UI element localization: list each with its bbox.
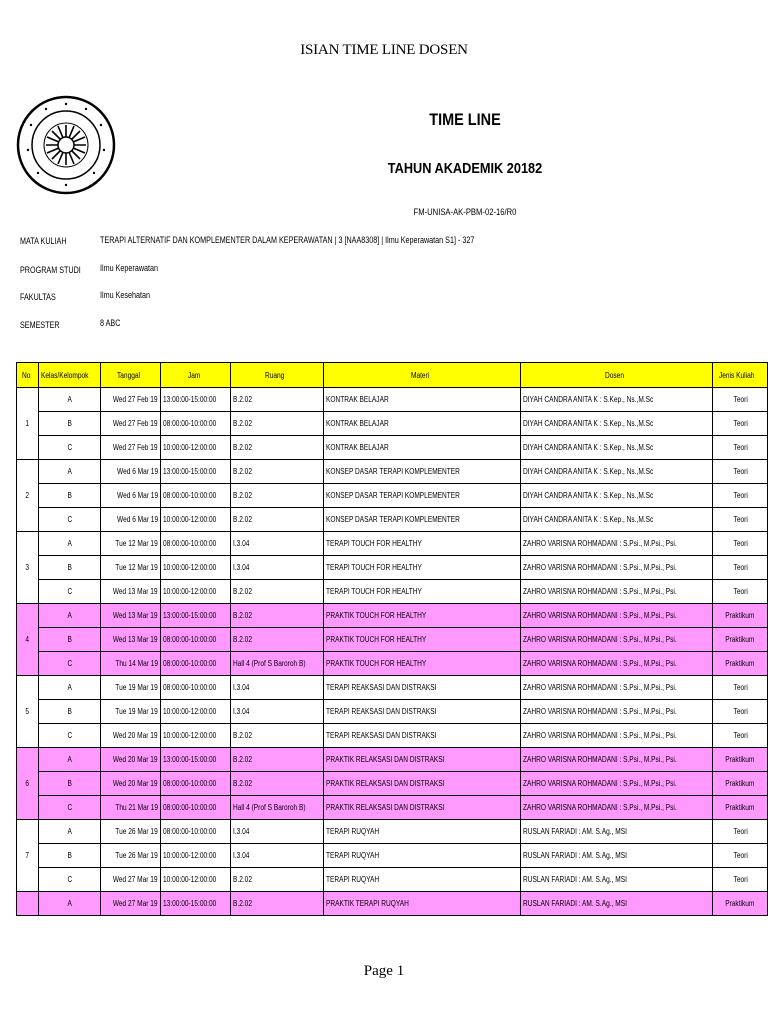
kelas-cell: B [38,628,101,652]
kelas-cell: A [38,388,101,412]
dosen-cell: ZAHRO VARISNA ROHMADANI : S.Psi., M.Psi., Psi. [520,724,712,748]
dosen-cell: RUSLAN FARIADI : AM. S.Ag., MSI [520,868,712,892]
table-row [17,460,768,484]
jenis-cell: Teori [713,436,768,460]
dosen-cell: ZAHRO VARISNA ROHMADANI : S.Psi., M.Psi., Psi. [520,532,712,556]
table-row [17,556,768,580]
ruang-cell: Hall 4 (Prof S Baroroh B) [230,652,323,676]
timeline-title: TIME LINE [429,110,501,129]
table-row [17,796,768,820]
column-header-dosen: Dosen [520,363,712,388]
jam-cell: 08:00:00-10:00:00 [161,796,231,820]
table-row [17,604,768,628]
dosen-cell: ZAHRO VARISNA ROHMADANI : S.Psi., M.Psi., Psi. [520,700,712,724]
meta-value-mata-kuliah: TERAPI ALTERNATIF DAN KOMPLEMENTER DALAM KEPERAWATAN | 3 [NAA8308] | Ilmu Keperawatan S1] - 327 [100,235,475,245]
kelas-cell: B [38,412,101,436]
ruang-cell: B.2.02 [230,892,323,916]
jam-cell: 10:00:00-12:00:00 [161,868,231,892]
dosen-cell: RUSLAN FARIADI : AM. S.Ag., MSI [520,844,712,868]
table-row [17,700,768,724]
jam-cell: 08:00:00-10:00:00 [161,652,231,676]
ruang-cell: B.2.02 [230,604,323,628]
tanggal-cell: Wed 13 Mar 19 [101,628,161,652]
materi-cell: TERAPI REAKSASI DAN DISTRAKSI [324,676,520,700]
materi-cell: KONTRAK BELAJAR [324,412,520,436]
materi-cell: KONTRAK BELAJAR [324,388,520,412]
ruang-cell: B.2.02 [230,412,323,436]
column-header-ruang: Ruang [230,363,323,388]
jam-cell: 10:00:00-12:00:00 [161,556,231,580]
materi-cell: TERAPI TOUCH FOR HEALTHY [324,532,520,556]
dosen-cell: ZAHRO VARISNA ROHMADANI : S.Psi., M.Psi., Psi. [520,556,712,580]
table-row [17,628,768,652]
jenis-cell: Praktikum [713,652,768,676]
table-row [17,892,768,916]
tanggal-cell: Tue 26 Mar 19 [101,820,161,844]
tanggal-cell: Wed 20 Mar 19 [101,724,161,748]
materi-cell: PRAKTIK TOUCH FOR HEALTHY [324,604,520,628]
table-row [17,532,768,556]
tanggal-cell: Wed 27 Mar 19 [101,868,161,892]
group-number-cell: 4 [17,604,39,676]
ruang-cell: I.3.04 [230,676,323,700]
meta-label-semester: SEMESTER [20,320,60,330]
meta-label-mata-kuliah: MATA KULIAH [20,236,67,246]
materi-cell: TERAPI RUQYAH [324,868,520,892]
group-number-cell: 7 [17,820,39,892]
materi-cell: PRAKTIK TOUCH FOR HEALTHY [324,628,520,652]
jenis-cell: Teori [713,580,768,604]
table-row [17,748,768,772]
jam-cell: 10:00:00-12:00:00 [161,436,231,460]
jam-cell: 10:00:00-12:00:00 [161,580,231,604]
kelas-cell: C [38,796,101,820]
dosen-cell: ZAHRO VARISNA ROHMADANI : S.Psi., M.Psi., Psi. [520,748,712,772]
table-row [17,844,768,868]
dosen-cell: RUSLAN FARIADI : AM. S.Ag., MSI [520,820,712,844]
kelas-cell: A [38,748,101,772]
column-header-kelas: Kelas/Kelompok [38,363,101,388]
kelas-cell: B [38,772,101,796]
tanggal-cell: Wed 20 Mar 19 [101,772,161,796]
dosen-cell: ZAHRO VARISNA ROHMADANI : S.Psi., M.Psi., Psi. [520,580,712,604]
kelas-cell: C [38,508,101,532]
table-row [17,868,768,892]
group-number-cell: 2 [17,460,39,532]
jam-cell: 08:00:00-10:00:00 [161,532,231,556]
document-title: ISIAN TIME LINE DOSEN [300,42,468,58]
tanggal-cell: Wed 6 Mar 19 [101,484,161,508]
dosen-cell: ZAHRO VARISNA ROHMADANI : S.Psi., M.Psi., Psi. [520,796,712,820]
dosen-cell: DIYAH CANDRA ANITA K : S.Kep., Ns.,M.Sc [520,436,712,460]
university-seal-logo [16,95,116,195]
jam-cell: 13:00:00-15:00:00 [161,460,231,484]
table-row [17,652,768,676]
group-number-cell: 5 [17,676,39,748]
materi-cell: TERAPI RUQYAH [324,844,520,868]
column-header-materi: Materi [324,363,520,388]
tanggal-cell: Wed 20 Mar 19 [101,748,161,772]
ruang-cell: I.3.04 [230,532,323,556]
kelas-cell: A [38,892,101,916]
group-number-cell: 6 [17,748,39,820]
ruang-cell: B.2.02 [230,580,323,604]
jam-cell: 13:00:00-15:00:00 [161,604,231,628]
tanggal-cell: Wed 27 Feb 19 [101,388,161,412]
kelas-cell: A [38,460,101,484]
tanggal-cell: Tue 26 Mar 19 [101,844,161,868]
group-number-cell: 3 [17,532,39,604]
group-number-cell [17,892,39,916]
tanggal-cell: Thu 14 Mar 19 [101,652,161,676]
kelas-cell: B [38,844,101,868]
kelas-cell: B [38,700,101,724]
jenis-cell: Teori [713,724,768,748]
materi-cell: TERAPI RUQYAH [324,820,520,844]
kelas-cell: A [38,820,101,844]
kelas-cell: B [38,484,101,508]
dosen-cell: ZAHRO VARISNA ROHMADANI : S.Psi., M.Psi., Psi. [520,772,712,796]
ruang-cell: B.2.02 [230,724,323,748]
materi-cell: TERAPI REAKSASI DAN DISTRAKSI [324,700,520,724]
column-header-jenis: Jenis Kuliah [713,363,768,388]
jam-cell: 08:00:00-10:00:00 [161,412,231,436]
dosen-cell: DIYAH CANDRA ANITA K : S.Kep., Ns.,M.Sc [520,508,712,532]
schedule-body [17,388,768,916]
jam-cell: 13:00:00-15:00:00 [161,892,231,916]
jenis-cell: Teori [713,532,768,556]
jam-cell: 10:00:00-12:00:00 [161,844,231,868]
tanggal-cell: Tue 19 Mar 19 [101,676,161,700]
jenis-cell: Praktikum [713,628,768,652]
materi-cell: PRAKTIK TOUCH FOR HEALTHY [324,652,520,676]
materi-cell: PRAKTIK TERAPI RUQYAH [324,892,520,916]
ruang-cell: B.2.02 [230,484,323,508]
table-header-row [17,363,768,388]
dosen-cell: DIYAH CANDRA ANITA K : S.Kep., Ns.,M.Sc [520,412,712,436]
dosen-cell: ZAHRO VARISNA ROHMADANI : S.Psi., M.Psi., Psi. [520,676,712,700]
ruang-cell: B.2.02 [230,772,323,796]
jenis-cell: Teori [713,676,768,700]
jenis-cell: Praktikum [713,772,768,796]
dosen-cell: ZAHRO VARISNA ROHMADANI : S.Psi., M.Psi., Psi. [520,604,712,628]
table-row [17,484,768,508]
column-header-tanggal: Tanggal [101,363,161,388]
materi-cell: TERAPI REAKSASI DAN DISTRAKSI [324,724,520,748]
tanggal-cell: Tue 12 Mar 19 [101,532,161,556]
form-code: FM-UNISA-AK-PBM-02-16/R0 [413,207,517,217]
tanggal-cell: Wed 13 Mar 19 [101,580,161,604]
dosen-cell: ZAHRO VARISNA ROHMADANI : S.Psi., M.Psi., Psi. [520,628,712,652]
table-row [17,676,768,700]
ruang-cell: B.2.02 [230,436,323,460]
jenis-cell: Teori [713,460,768,484]
ruang-cell: B.2.02 [230,388,323,412]
kelas-cell: A [38,676,101,700]
group-number-cell: 1 [17,388,39,460]
ruang-cell: Hall 4 (Prof S Baroroh B) [230,796,323,820]
jam-cell: 08:00:00-10:00:00 [161,628,231,652]
jenis-cell: Teori [713,700,768,724]
tanggal-cell: Wed 6 Mar 19 [101,460,161,484]
table-row [17,508,768,532]
column-header-jam: Jam [161,363,231,388]
jenis-cell: Teori [713,388,768,412]
kelas-cell: C [38,724,101,748]
meta-value-semester: 8 ABC [100,318,121,328]
tanggal-cell: Wed 27 Feb 19 [101,412,161,436]
kelas-cell: A [38,532,101,556]
kelas-cell: C [38,652,101,676]
jenis-cell: Teori [713,844,768,868]
jenis-cell: Praktikum [713,604,768,628]
table-row [17,820,768,844]
ruang-cell: I.3.04 [230,844,323,868]
table-row [17,388,768,412]
kelas-cell: C [38,868,101,892]
tanggal-cell: Wed 13 Mar 19 [101,604,161,628]
jenis-cell: Teori [713,412,768,436]
jam-cell: 10:00:00-12:00:00 [161,700,231,724]
ruang-cell: I.3.04 [230,700,323,724]
kelas-cell: C [38,436,101,460]
meta-value-program-studi: Ilmu Keperawatan [100,263,159,273]
kelas-cell: C [38,580,101,604]
materi-cell: KONSEP DASAR TERAPI KOMPLEMENTER [324,484,520,508]
materi-cell: TERAPI TOUCH FOR HEALTHY [324,556,520,580]
materi-cell: PRAKTIK RELAKSASI DAN DISTRAKSI [324,772,520,796]
ruang-cell: B.2.02 [230,748,323,772]
meta-label-program-studi: PROGRAM STUDI [20,265,81,275]
jenis-cell: Teori [713,508,768,532]
academic-year: TAHUN AKADEMIK 20182 [387,160,543,177]
table-row [17,772,768,796]
materi-cell: KONTRAK BELAJAR [324,436,520,460]
jam-cell: 13:00:00-15:00:00 [161,388,231,412]
tanggal-cell: Wed 27 Feb 19 [101,436,161,460]
jam-cell: 08:00:00-10:00:00 [161,676,231,700]
jenis-cell: Teori [713,484,768,508]
materi-cell: PRAKTIK RELAKSASI DAN DISTRAKSI [324,748,520,772]
jam-cell: 08:00:00-10:00:00 [161,772,231,796]
dosen-cell: DIYAH CANDRA ANITA K : S.Kep., Ns.,M.Sc [520,484,712,508]
table-row [17,412,768,436]
jenis-cell: Teori [713,556,768,580]
jenis-cell: Teori [713,868,768,892]
tanggal-cell: Wed 27 Mar 19 [101,892,161,916]
materi-cell: KONSEP DASAR TERAPI KOMPLEMENTER [324,508,520,532]
jam-cell: 08:00:00-10:00:00 [161,820,231,844]
ruang-cell: I.3.04 [230,556,323,580]
tanggal-cell: Wed 6 Mar 19 [101,508,161,532]
page-number: Page 1 [363,963,405,979]
materi-cell: TERAPI TOUCH FOR HEALTHY [324,580,520,604]
dosen-cell: ZAHRO VARISNA ROHMADANI : S.Psi., M.Psi., Psi. [520,652,712,676]
jenis-cell: Praktikum [713,748,768,772]
jam-cell: 10:00:00-12:00:00 [161,508,231,532]
kelas-cell: B [38,556,101,580]
table-row [17,724,768,748]
jam-cell: 13:00:00-15:00:00 [161,748,231,772]
ruang-cell: B.2.02 [230,628,323,652]
materi-cell: KONSEP DASAR TERAPI KOMPLEMENTER [324,460,520,484]
schedule-table [16,362,768,916]
meta-label-fakultas: FAKULTAS [20,292,56,302]
tanggal-cell: Tue 19 Mar 19 [101,700,161,724]
dosen-cell: DIYAH CANDRA ANITA K : S.Kep., Ns.,M.Sc [520,460,712,484]
dosen-cell: DIYAH CANDRA ANITA K : S.Kep., Ns.,M.Sc [520,388,712,412]
ruang-cell: B.2.02 [230,868,323,892]
kelas-cell: A [38,604,101,628]
meta-value-fakultas: Ilmu Kesehatan [100,290,151,300]
tanggal-cell: Tue 12 Mar 19 [101,556,161,580]
ruang-cell: I.3.04 [230,820,323,844]
jenis-cell: Teori [713,820,768,844]
tanggal-cell: Thu 21 Mar 19 [101,796,161,820]
table-row [17,580,768,604]
ruang-cell: B.2.02 [230,460,323,484]
ruang-cell: B.2.02 [230,508,323,532]
jenis-cell: Praktikum [713,892,768,916]
dosen-cell: RUSLAN FARIADI : AM. S.Ag., MSI [520,892,712,916]
jenis-cell: Praktikum [713,796,768,820]
jam-cell: 10:00:00-12:00:00 [161,724,231,748]
column-header-no: No [17,363,39,388]
jam-cell: 08:00:00-10:00:00 [161,484,231,508]
table-row [17,436,768,460]
materi-cell: PRAKTIK RELAKSASI DAN DISTRAKSI [324,796,520,820]
